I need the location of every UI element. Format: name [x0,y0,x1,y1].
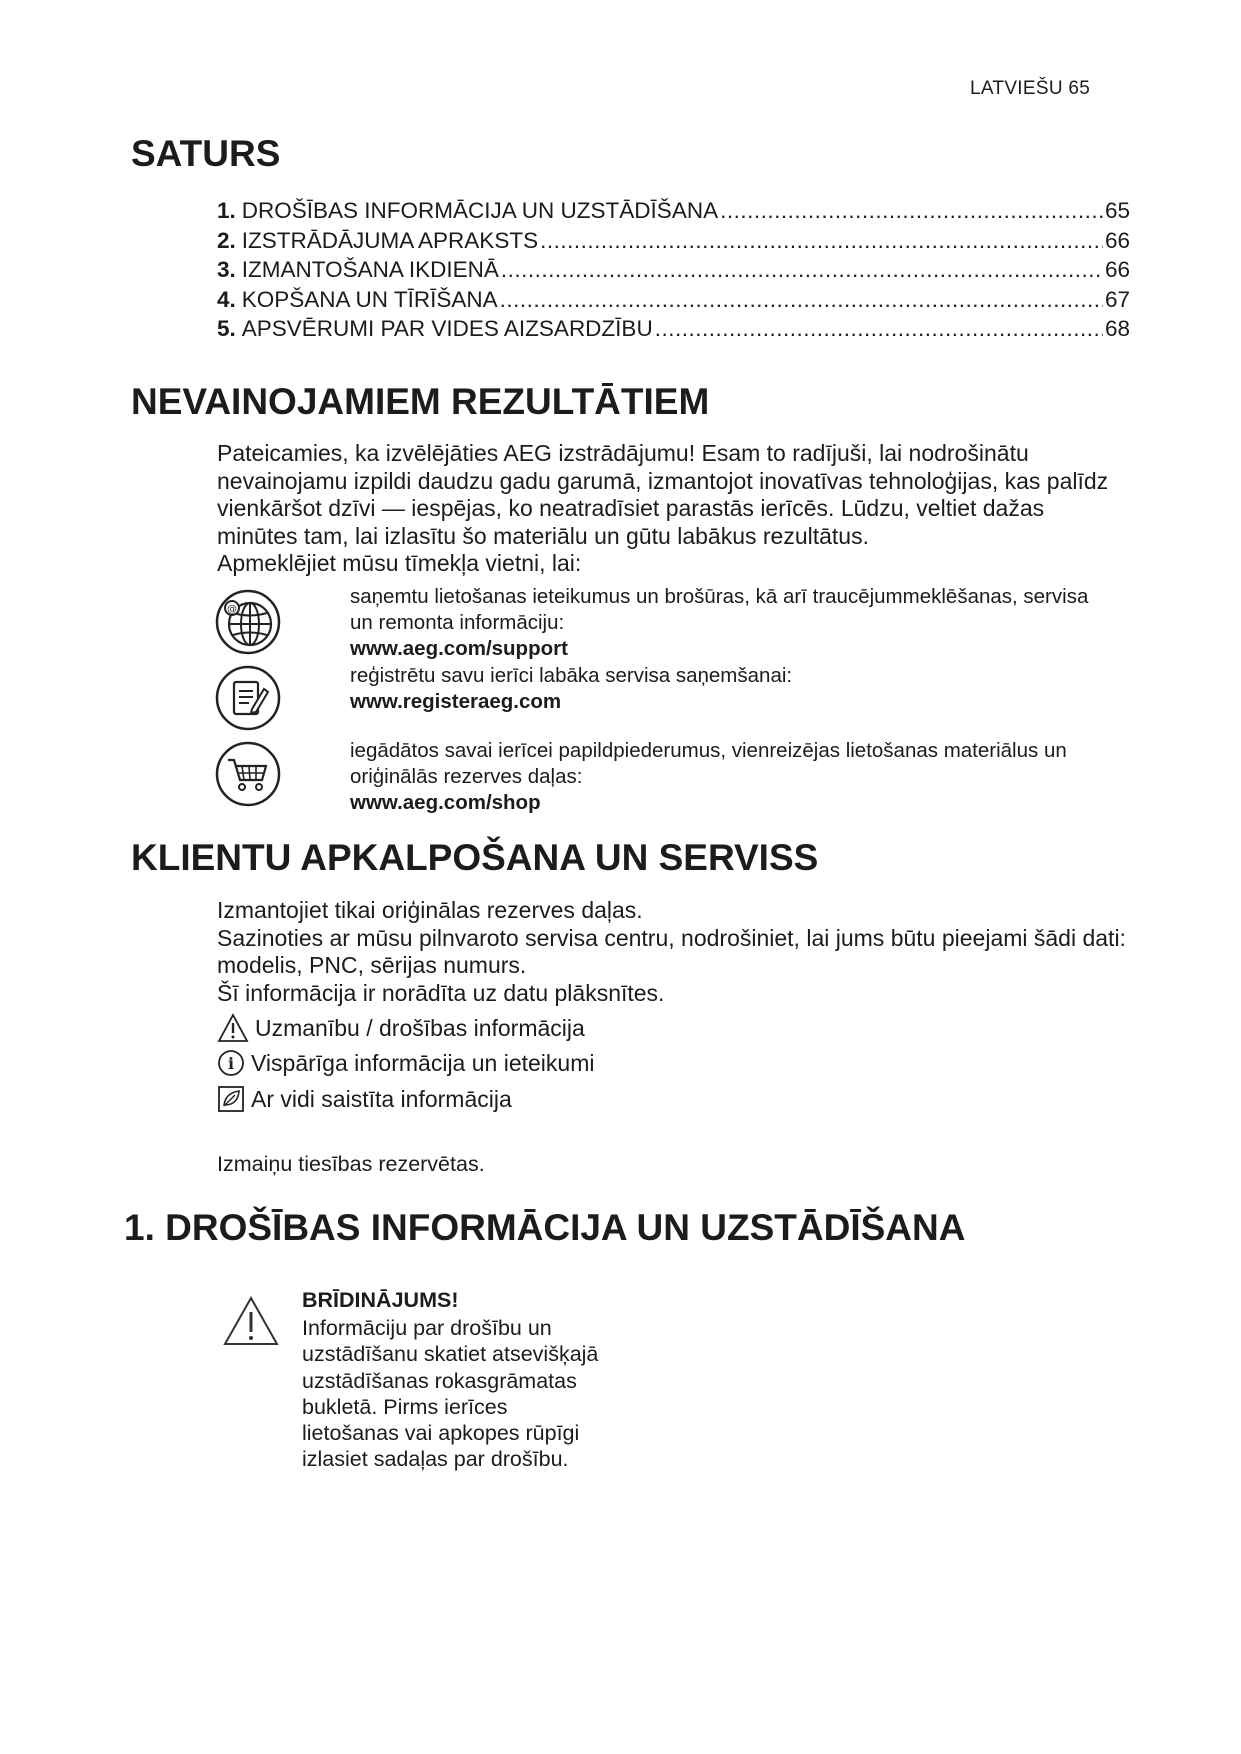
toc-item-page: 66 [1104,227,1130,253]
register-block [350,663,1110,715]
shop-link[interactable]: www.aeg.com/shop [350,791,541,814]
customer-line: Šī informācija ir norādīta uz datu plāksnītes. [217,979,665,1006]
toc-item[interactable] [217,226,1130,256]
svg-text:@: @ [227,604,237,615]
legend-warning [217,1013,585,1043]
toc-item-page: 66 [1104,257,1130,282]
toc-item-label: APSVĒRUMI PAR VIDES AIZSARDZĪBU [241,316,653,341]
legend-info [217,1049,594,1077]
rights-reserved: Izmaiņu tiesības rezervētas. [217,1152,485,1176]
support-block [350,584,1110,662]
warning-title: BRĪDINĀJUMS! [302,1288,459,1312]
globe-icon [214,588,282,656]
toc-item-page: 67 [1104,286,1130,312]
toc-item-number: 2. [217,227,236,253]
toc-item-label: KOPŠANA UN TĪRĪŠANA [241,286,498,312]
leaf-icon [217,1085,245,1113]
warning-triangle-icon [217,1013,249,1043]
intro-text: Pateicamies, ka izvēlējāties AEG izstrādājumu! Esam to radījuši, lai nodrošinātu nevainojamu izpildi daudzu gadu garumā, izmantojot inovatīvas tehnoloģijas, kas palīdz vienkāršot dzīvi — iespējas, ko neatradīsiet parastās ierīcēs. Lūdzu, veltiet dažas minūtes tam, lai izlasītu šo materiālu un gūtu labākus rezultātus. [217,440,1109,549]
legend-environment-label: Ar vidi saistīta informācija [251,1085,512,1112]
info-icon [217,1049,245,1077]
svg-text:i: i [227,1054,235,1073]
legend-environment [217,1085,512,1113]
register-text: reģistrētu savu ierīci labāka servisa saņemšanai: [350,664,793,687]
register-icon [214,664,282,732]
toc-item[interactable] [217,255,1130,285]
visit-text: Apmeklējiet mūsu tīmekļa vietni, lai: [217,550,582,576]
toc-item-number: 3. [217,257,236,282]
shop-text: iegādātos savai ierīcei papildpiederumus, vienreizējas lietošanas materiālus un oriģinālās rezerves daļas: [350,739,1067,788]
toc-item[interactable] [217,285,1130,315]
toc-item-page: 65 [1104,198,1130,223]
toc-dots [720,196,1103,226]
legend-info-label: Vispārīga informācija un ieteikumi [251,1049,595,1076]
warning-body: Informāciju par drošību un uzstādīšanu skatiet atsevišķajā uzstādīšanas rokasgrāmatas bukletā. Pirms ierīces lietošanas vai apkopes rūpīgi izlasiet sadaļas par drošību. [302,1316,599,1472]
support-link[interactable]: www.aeg.com/support [350,637,568,660]
table-of-contents [217,196,1130,344]
toc-item-label: IZMANTOŠANA IKDIENĀ [241,257,499,282]
support-text: saņemtu lietošanas ieteikumus un brošūras, kā arī traucējummeklēšanas, servisa un remonta informāciju: [350,585,1089,634]
customer-line: Sazinoties ar mūsu pilnvaroto servisa centru, nodrošiniet, lai jums būtu pieejami šādi dati: modelis, PNC, sērijas numurs. [217,924,1126,978]
register-link[interactable]: www.registeraeg.com [350,690,562,713]
toc-item[interactable] [217,314,1130,344]
toc-dots [500,285,1103,315]
contents-title: SATURS [131,133,281,174]
intro-paragraph [217,440,1127,578]
page-header: LATVIEŠU 65 [970,78,1091,99]
toc-item[interactable] [217,196,1130,226]
section-1-title: 1. DROŠĪBAS INFORMĀCIJA UN UZSTĀDĪŠANA [124,1207,966,1248]
toc-item-label: IZSTRĀDĀJUMA APRAKSTS [241,227,539,253]
toc-item-label: DROŠĪBAS INFORMĀCIJA UN UZSTĀDĪŠANA [241,198,719,223]
toc-dots [501,255,1103,285]
toc-item-number: 4. [217,286,236,312]
shopping-cart-icon [214,740,282,808]
warning-triangle-icon [222,1295,280,1347]
customer-line: Izmantojiet tikai oriģinālas rezerves daļas. [217,897,643,923]
toc-dots [540,226,1103,256]
toc-item-number: 1. [217,198,236,223]
shop-block [350,738,1110,816]
toc-dots [655,314,1103,344]
results-title: NEVAINOJAMIEM REZULTĀTIEM [131,381,710,422]
customer-service-text [217,897,1127,1007]
legend-warning-label: Uzmanību / drošības informācija [255,1014,585,1041]
customer-service-title: KLIENTU APKALPOŠANA UN SERVISS [131,837,819,878]
toc-item-page: 68 [1104,316,1130,341]
toc-item-number: 5. [217,316,236,341]
